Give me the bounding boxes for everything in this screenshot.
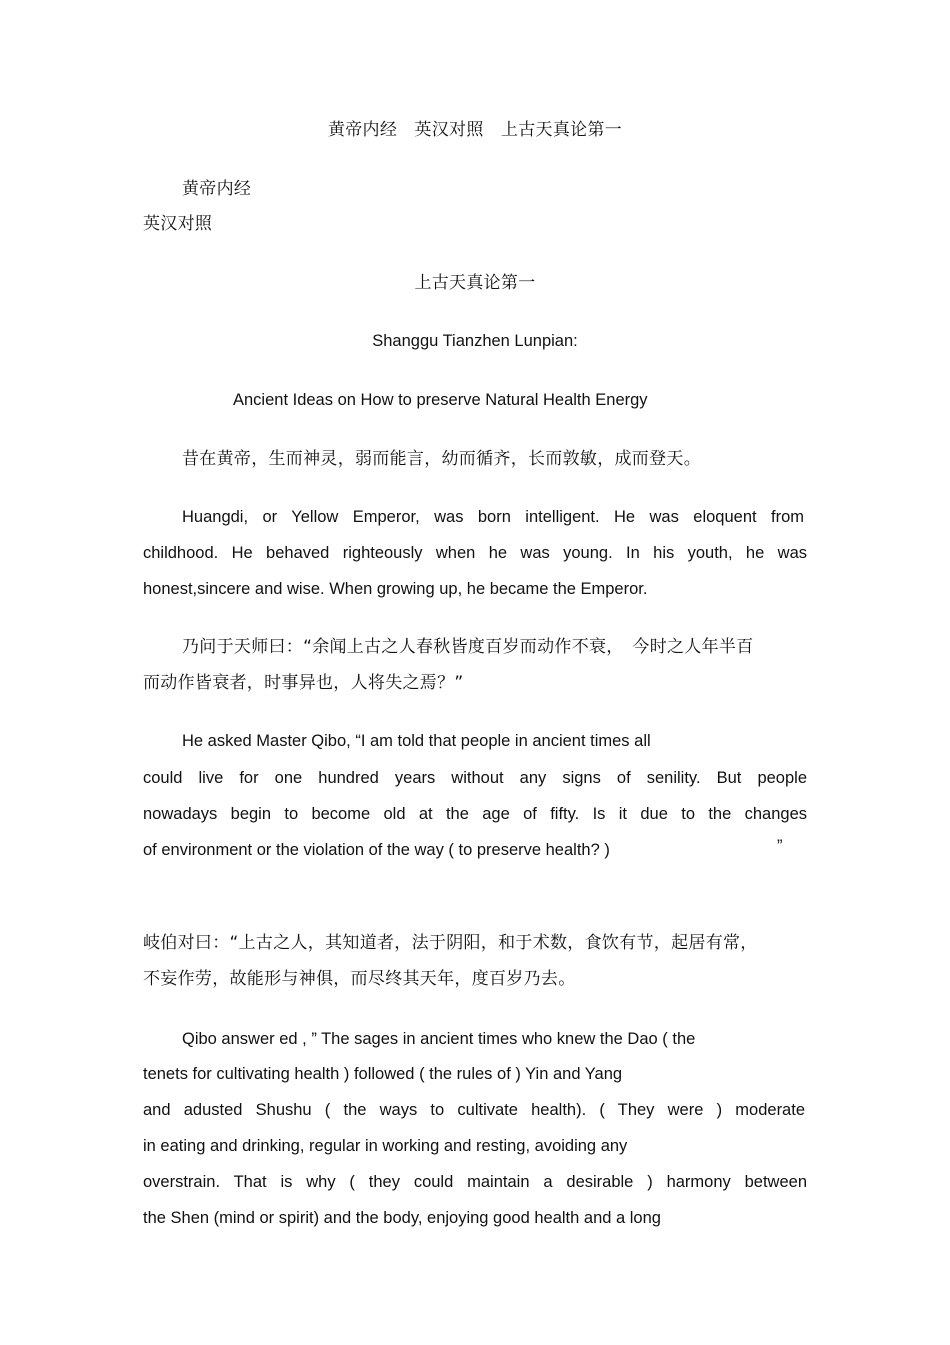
bilingual-label-cn: 英汉对照 (143, 214, 213, 234)
paragraph-cn-line: 不妄作劳，故能形与神俱，而尽终其天年，度百岁乃去。 (143, 969, 576, 989)
chapter-title-cn: 上古天真论第一 (414, 273, 536, 293)
paragraph-en-line: overstrain. That is why ( they could maintain a desirable ) harmony between (143, 1173, 807, 1191)
paragraph-en-line: the Shen (mind or spirit) and the body, enjoying good health and a long (143, 1209, 661, 1227)
paragraph-en-line: Qibo answer ed , ” The sages in ancient times who knew the Dao ( the (182, 1030, 696, 1048)
page-header-title: 黄帝内经 英汉对照 上古天真论第一 (327, 120, 623, 140)
paragraph-en-line: and adusted Shushu ( the ways to cultivate health). ( They were ) moderate (143, 1101, 805, 1119)
paragraph-en-line: honest,sincere and wise. When growing up, he became the Emperor. (143, 580, 648, 598)
chapter-title-en: Shanggu Tianzhen Lunpian: (372, 332, 578, 350)
paragraph-cn-line: 昔在黄帝，生而神灵，弱而能言，幼而循齐，长而敦敏，成而登天。 (182, 449, 701, 469)
paragraph-cn-line: 而动作皆衰者，时事异也，人将失之焉？” (143, 673, 464, 693)
paragraph-en-line: Huangdi, or Yellow Emperor, was born intelligent. He was eloquent from (182, 508, 804, 526)
paragraph-en-line: tenets for cultivating health ) followed ( the rules of ) Yin and Yang (143, 1065, 623, 1083)
paragraph-en-line: nowadays begin to become old at the age of fifty. Is it due to the changes (143, 805, 807, 823)
paragraph-en-line: He asked Master Qibo, “I am told that people in ancient times all (182, 732, 651, 750)
paragraph-en-line: could live for one hundred years without any signs of senility. But people (143, 769, 807, 787)
paragraph-en-line: in eating and drinking, regular in working and resting, avoiding any (143, 1137, 628, 1155)
paragraph-cn-line: 岐伯对曰：“上古之人，其知道者，法于阴阳，和于术数，食饮有节，起居有常， (143, 933, 758, 953)
closing-quote-mark: ” (777, 837, 783, 855)
paragraph-en-line: of environment or the violation of the way ( to preserve health? ) (143, 841, 610, 859)
book-title-cn: 黄帝内经 (182, 179, 252, 199)
paragraph-en-line: childhood. He behaved righteously when he was young. In his youth, he was (143, 544, 807, 562)
paragraph-cn-line: 乃问于天师曰：“余闻上古之人春秋皆度百岁而动作不衰， 今时之人年半百 (182, 637, 754, 657)
chapter-subtitle-en: Ancient Ideas on How to preserve Natural Health Energy (233, 391, 648, 409)
